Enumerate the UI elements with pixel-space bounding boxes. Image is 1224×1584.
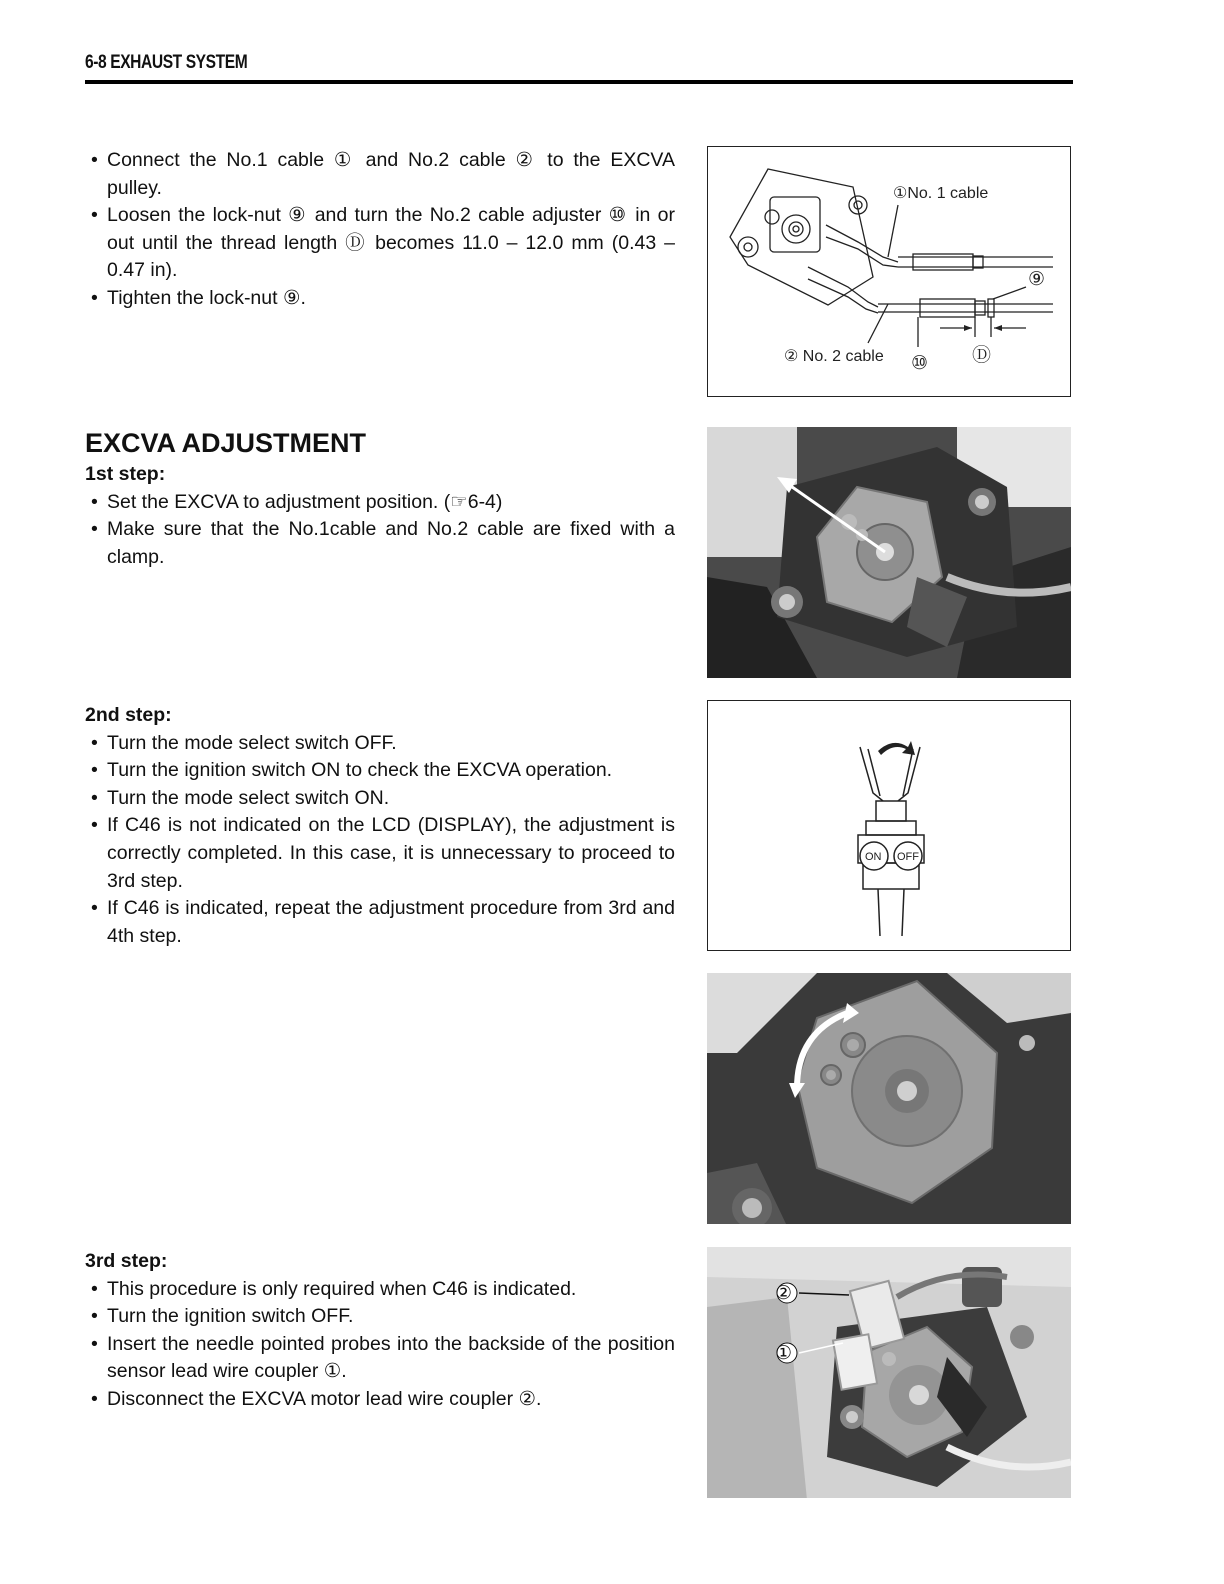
step-1-block — [85, 461, 675, 571]
coupler-photo-image — [707, 1247, 1071, 1498]
list-item: • If C46 is indicated, repeat the adjustment procedure from 3rd and 4th step. — [85, 895, 675, 950]
cable-2-label: ② No. 2 cable — [784, 348, 884, 365]
actuator-photo-1 — [707, 427, 1071, 678]
lock-nut-label: ⑨ — [1028, 269, 1046, 290]
list-item: • Turn the ignition switch OFF. — [85, 1303, 675, 1331]
mode-switch-figure — [707, 700, 1071, 951]
list-item: • Set the EXCVA to adjustment position. (☞6-4) — [85, 489, 675, 517]
actuator-photo-2 — [707, 973, 1071, 1224]
switch-lever-right — [898, 747, 920, 801]
list-item: • Loosen the lock-nut ⑨ and turn the No.2 cable adjuster ⑩ in or out until the thread length Ⓓ becomes 11.0 – 12.0 mm (0.43 – 0.47 in). — [85, 202, 675, 285]
cable-diagram — [708, 147, 1070, 396]
step-3-title: 3rd step: — [85, 1250, 168, 1272]
cable-2-adjuster — [920, 299, 975, 317]
rotate-arrow — [878, 741, 915, 755]
list-item: • This procedure is only required when C46 is indicated. — [85, 1276, 675, 1304]
lock-nut — [988, 299, 994, 317]
intro-list — [85, 147, 675, 313]
list-item: • Connect the No.1 cable ① and No.2 cable ② to the EXCVA pulley. — [85, 147, 675, 202]
bolt-circle — [738, 237, 758, 257]
page-header-title: 6-8 EXHAUST SYSTEM — [85, 52, 248, 73]
step-2-list — [85, 730, 675, 951]
pulley-circle — [782, 215, 810, 243]
step-3-list — [85, 1276, 675, 1414]
coupler-1 — [833, 1334, 877, 1389]
adjuster-label: ⑩ — [911, 353, 929, 374]
list-item: • If C46 is not indicated on the LCD (DISPLAY), the adjustment is correctly completed. In this case, it is unnecessary to proceed to 3rd step. — [85, 812, 675, 895]
thread-length-label: Ⓓ — [972, 345, 992, 366]
mode-switch-illustration — [708, 701, 1070, 950]
step-2-title: 2nd step: — [85, 704, 172, 726]
list-item: • Turn the mode select switch OFF. — [85, 730, 675, 758]
coupler-photo — [707, 1247, 1071, 1498]
cable-1-label: ①No. 1 cable — [893, 185, 989, 202]
list-item: • Make sure that the No.1cable and No.2 cable are fixed with a clamp. — [85, 516, 675, 571]
cable-diagram-figure — [707, 146, 1071, 397]
list-item: • Tighten the lock-nut ⑨. — [85, 285, 675, 313]
step-1-title: 1st step: — [85, 463, 166, 485]
list-item: • Turn the ignition switch ON to check the EXCVA operation. — [85, 757, 675, 785]
list-item: • Turn the mode select switch ON. — [85, 785, 675, 813]
cable-1-end — [826, 225, 898, 262]
list-item: • Insert the needle pointed probes into the backside of the position sensor lead wire coupler ①. — [85, 1331, 675, 1386]
step-1-list — [85, 489, 675, 572]
list-item: • Disconnect the EXCVA motor lead wire coupler ②. — [85, 1386, 675, 1414]
switch-on-label: ON — [865, 851, 882, 863]
page-header — [85, 50, 1073, 84]
step-2-block — [85, 702, 675, 950]
actuator-photo-1-image — [707, 427, 1071, 678]
coupler-2-label: ② — [775, 1283, 793, 1304]
step-3-block — [85, 1248, 675, 1414]
intro-block — [85, 147, 675, 313]
switch-off-label: OFF — [897, 851, 919, 863]
coupler-1-label: ① — [775, 1343, 793, 1364]
section-title: EXCVA ADJUSTMENT — [85, 428, 367, 458]
actuator-photo-2-image — [707, 973, 1071, 1224]
pulley-box — [770, 197, 820, 252]
